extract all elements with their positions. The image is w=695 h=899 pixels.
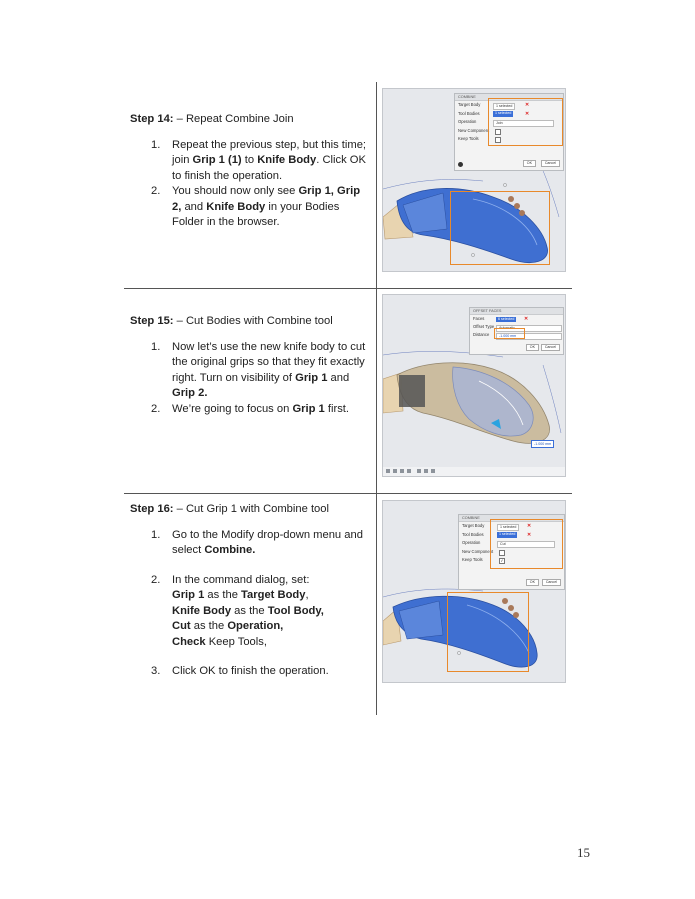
offset-type-select[interactable]: Automatic (496, 325, 562, 333)
dialog-title: COMBINE (455, 94, 563, 101)
operation-select[interactable]: Join (493, 120, 554, 128)
field-label: Tool Bodies (458, 110, 480, 116)
list-item-text: You should now only see Grip 1, Grip 2, and Knife Body in your Bodies Folder in the browser. (172, 185, 361, 228)
bold-term: Check (172, 635, 206, 648)
screenshot-combine-cut (382, 500, 566, 683)
bold-term: Knife Body (257, 154, 317, 166)
step-title (130, 502, 370, 518)
bold-term: Combine. (204, 544, 256, 556)
step-15 (130, 314, 370, 417)
field-label: New Component (462, 548, 494, 554)
dialog-title: OFFSET FACES (470, 308, 563, 315)
list-spacer (130, 650, 370, 664)
page-number: 15 (577, 845, 590, 860)
row-divider-1 (124, 288, 572, 289)
step-14 (130, 112, 370, 231)
clear-icon[interactable]: ✕ (527, 523, 532, 529)
step-title (130, 314, 370, 330)
list-item-text: In the command dialog, set: Grip 1 as the Target Body, Knife Body as the Tool Body, Cut as the Operation, Check Keep Tools, (172, 573, 324, 648)
field-label: Keep Tools (458, 136, 479, 141)
bold-term: Knife Body (172, 604, 232, 617)
row-divider-2 (124, 493, 572, 494)
step-heading: – Cut Bodies with Combine tool (173, 315, 333, 327)
list-item-text: Go to the Modify drop-down menu and select Combine. (172, 528, 363, 556)
bold-term: Target Body (241, 589, 306, 601)
bold-term: Cut (172, 620, 191, 632)
screenshot-offset-faces (382, 294, 566, 477)
highlight-box (488, 98, 563, 146)
step-label: Step 16: (130, 503, 174, 515)
target-body-value[interactable]: 1 selected (497, 524, 519, 532)
list-item: 3. Click OK to finish the operation. (151, 665, 329, 677)
list-item-text: Repeat the previous step, but this time; join Grip 1 (1) to Knife Body. Click OK to finish the operation. (172, 138, 367, 182)
keep-tools-checkbox[interactable]: ✓ (500, 558, 504, 563)
list-item-text: Click OK to finish the operation. (172, 665, 329, 677)
bold-term: Tool Body, (267, 604, 324, 617)
cancel-button[interactable]: Cancel (541, 344, 560, 351)
field-label: Operation (458, 119, 477, 124)
bold-term: Grip 1 (292, 402, 325, 415)
ok-button[interactable]: OK (526, 579, 539, 586)
field-label: New Component (458, 127, 490, 133)
field-label: Offset Type (473, 324, 495, 329)
info-icon[interactable] (458, 162, 463, 167)
bold-term: Grip 2. (172, 387, 208, 399)
clear-icon[interactable]: ✕ (524, 316, 529, 322)
target-body-value[interactable]: 1 selected (493, 103, 515, 111)
cancel-button[interactable]: Cancel (542, 579, 561, 586)
list-spacer (130, 559, 370, 573)
field-label: Faces (473, 316, 485, 321)
list-item: 1. Go to the Modify drop-down menu and select Combine. (151, 528, 363, 556)
faces-value[interactable]: 6 selected (498, 316, 515, 321)
highlight-box (490, 519, 563, 569)
distance-readout[interactable]: -1.000 mm (531, 440, 554, 448)
distance-input[interactable]: -1.000 mm (496, 333, 562, 341)
bold-term: Grip 1 (295, 371, 328, 384)
dialog-title: COMBINE (459, 515, 564, 522)
step-title (130, 112, 370, 128)
list-item: 1. Repeat the previous step, but this time; join Grip 1 (1) to Knife Body. Click OK to finish the operation. (151, 138, 367, 182)
ok-button[interactable]: OK (523, 160, 536, 167)
bold-term: Knife Body (206, 200, 266, 213)
field-label: Operation (462, 540, 481, 545)
clear-icon[interactable]: ✕ (525, 102, 530, 108)
step-label: Step 14: (130, 113, 174, 125)
list-item-text: Now let’s use the new knife body to cut the original grips so that they fit exactly right. Turn on visibility of Grip 1 and Grip 2. (172, 340, 366, 399)
field-label: Target Body (462, 523, 485, 528)
cancel-button[interactable]: Cancel (541, 160, 560, 167)
field-label: Tool Bodies (462, 531, 484, 537)
tool-bodies-value[interactable]: 1 selected (495, 111, 512, 115)
list-item: 2. In the command dialog, set: Grip 1 as the Target Body, Knife Body as the Tool Body, Cut as the Operation, Check Keep Tools, (151, 573, 324, 648)
step-label: Step 15: (130, 315, 174, 327)
list-item: 2. You should now only see Grip 1, Grip 2, and Knife Body in your Bodies Folder in the browser. (151, 185, 361, 228)
operation-select[interactable]: Cut (497, 541, 555, 549)
step-16 (130, 502, 370, 680)
clear-icon[interactable]: ✕ (527, 531, 532, 538)
list-item-text: We’re going to focus on Grip 1 first. (172, 402, 350, 415)
field-label: Keep Tools (462, 557, 483, 562)
field-label: Target Body (458, 102, 481, 107)
list-item: 1. Now let’s use the new knife body to cut the original grips so that they fit exactly right. Turn on visibility of Grip 1 and Grip 2. (151, 340, 366, 399)
column-divider (376, 82, 377, 715)
faces-row[interactable] (470, 315, 563, 323)
step-heading: – Repeat Combine Join (173, 113, 294, 125)
highlight-box (447, 592, 529, 672)
highlight-box (450, 191, 550, 265)
list-item: 2. We’re going to focus on Grip 1 first. (151, 402, 350, 415)
step-heading: – Cut Grip 1 with Combine tool (173, 503, 329, 515)
screenshot-combine-join (382, 88, 566, 272)
bold-term: Grip 1, Grip 2, (172, 185, 361, 213)
highlight-box (494, 328, 525, 339)
field-label: Distance (473, 332, 490, 337)
bold-term: Grip 1 (172, 589, 205, 601)
bold-term: Operation, (227, 620, 284, 632)
clear-icon[interactable]: ✕ (525, 110, 530, 117)
ok-button[interactable]: OK (526, 344, 539, 351)
tool-bodies-value[interactable]: 1 selected (499, 532, 516, 536)
bold-term: Grip 1 (1) (192, 154, 242, 166)
